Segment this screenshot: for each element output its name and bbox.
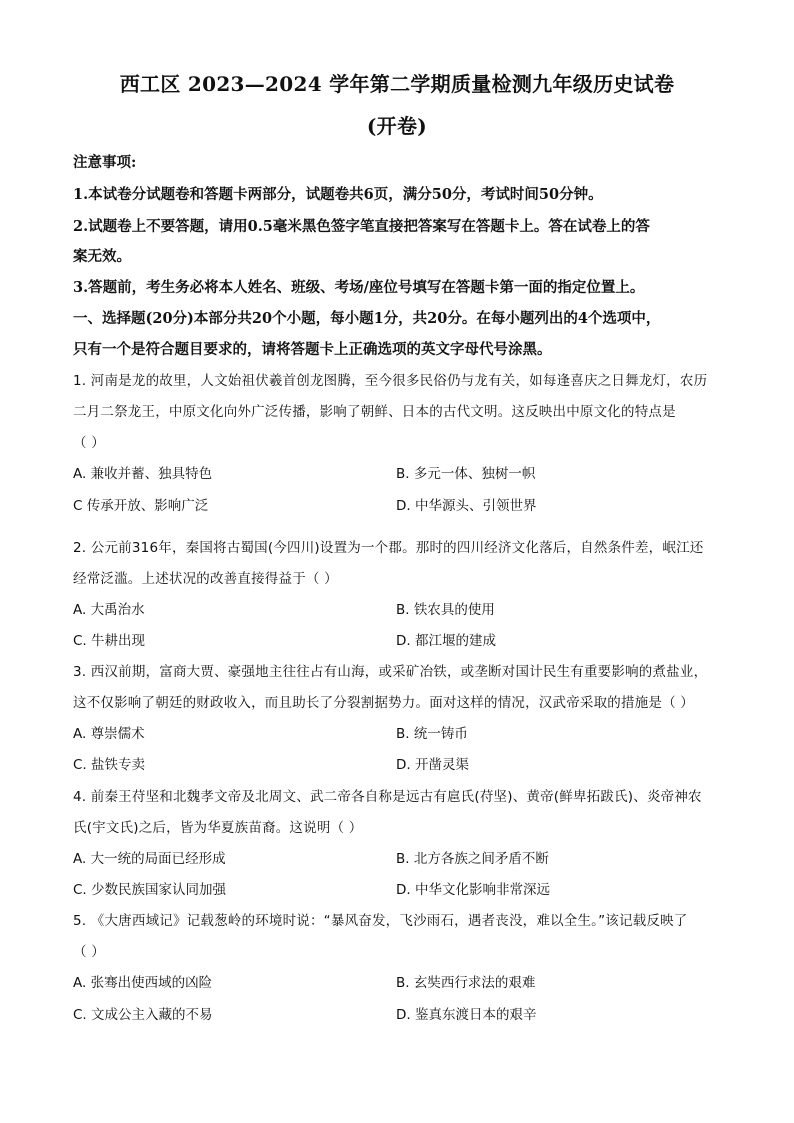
notice-item: 2.试题卷上不要答题，请用0.5毫米黑色签字笔直接把答案写在答题卡上。答在试卷上的答	[73, 218, 650, 235]
exam-subtitle: (开卷)	[366, 114, 428, 138]
question-3-option-d: D. 开凿灵渠	[396, 757, 469, 773]
notice-item: 3.答题前，考生务必将本人姓名、班级、考场/座位号填写在答题卡第一面的指定位置上。	[73, 279, 645, 296]
notice-item: 案无效。	[73, 248, 131, 265]
question-1-option-b: B. 多元一体、独树一帜	[396, 466, 536, 482]
question-5-option-d: D. 鉴真东渡日本的艰辛	[396, 1007, 537, 1023]
question-1-option-c: C 传承开放、影响广泛	[73, 498, 209, 514]
question-5-option-a: A. 张骞出使西域的凶险	[73, 975, 213, 991]
question-4-option-c: C. 少数民族国家认同加强	[73, 882, 227, 898]
question-4-text: 氏(宇文氏)之后，皆为华夏族苗裔。这说明（ ）	[73, 820, 363, 836]
question-1-blank: （ ）	[73, 435, 105, 451]
question-2-option-a: A. 大禹治水	[73, 602, 145, 618]
question-1-option-a: A. 兼收并蓄、独具特色	[73, 466, 213, 482]
question-3-option-c: C. 盐铁专卖	[73, 757, 146, 773]
question-1-text: 1. 河南是龙的故里，人文始祖伏羲首创龙图腾，至今很多民俗仍与龙有关，如每逢喜庆之日舞龙灯，农历	[73, 373, 708, 389]
question-5-text: 5. 《大唐西域记》记载葱岭的环境时说：“暴风奋发，飞沙雨石，遇者丧没，难以全生。”该记载反映了	[73, 913, 688, 929]
notice-heading: 注意事项:	[73, 154, 137, 171]
question-5-option-b: B. 玄奘西行求法的艰难	[396, 975, 536, 991]
question-2-option-c: C. 牛耕出现	[73, 633, 146, 649]
question-3-text: 3. 西汉前期，富商大贾、豪强地主往往占有山海，或采矿冶铁，或垄断对国计民生有重要影响的煮盐业，	[73, 664, 708, 680]
question-2-option-b: B. 铁农具的使用	[396, 602, 495, 618]
notice-item: 1.本试卷分试题卷和答题卡两部分，试题卷共6页，满分50分，考试时间50分钟。	[73, 186, 603, 203]
question-4-text: 4. 前秦王苻坚和北魏孝文帝及北周文、武二帝各自称是远古有扈氏(苻坚)、黄帝(鲜卑拓跋氏)、炎帝神农	[73, 789, 702, 805]
question-4-option-d: D. 中华文化影响非常深远	[396, 882, 550, 898]
question-5-option-c: C. 文成公主入藏的不易	[73, 1007, 213, 1023]
section-instruction: 只有一个是符合题目要求的，请将答题卡上正确选项的英文字母代号涂黑。	[73, 341, 552, 358]
exam-title: 西工区 2023—2024 学年第二学期质量检测九年级历史试卷	[119, 72, 675, 96]
question-3-option-b: B. 统一铸币	[396, 726, 468, 742]
question-3-text: 这不仅影响了朝廷的财政收入，而且助长了分裂割据势力。面对这样的情况，汉武帝采取的措施是（ ）	[73, 695, 694, 711]
question-4-option-b: B. 北方各族之间矛盾不断	[396, 851, 549, 867]
question-2-text: 2. 公元前316年，秦国将古蜀国(今四川)设置为一个郡。那时的四川经济文化落后，自然条件差，岷江还	[73, 540, 704, 556]
question-5-blank: （ ）	[73, 944, 105, 960]
question-2-option-d: D. 都江堰的建成	[396, 633, 496, 649]
question-1-option-d: D. 中华源头、引领世界	[396, 498, 537, 514]
section-heading: 一、选择题(20分)本部分共20个小题，每小题1分，共20分。在每小题列出的4个选项中，	[73, 310, 661, 327]
question-2-text: 经常泛滥。上述状况的改善直接得益于（ ）	[73, 571, 338, 587]
question-1-text: 二月二祭龙王，中原文化向外广泛传播，影响了朝鲜、日本的古代文明。这反映出中原文化的特点是	[73, 404, 676, 420]
question-4-option-a: A. 大一统的局面已经形成	[73, 851, 226, 867]
question-3-option-a: A. 尊崇儒术	[73, 726, 145, 742]
